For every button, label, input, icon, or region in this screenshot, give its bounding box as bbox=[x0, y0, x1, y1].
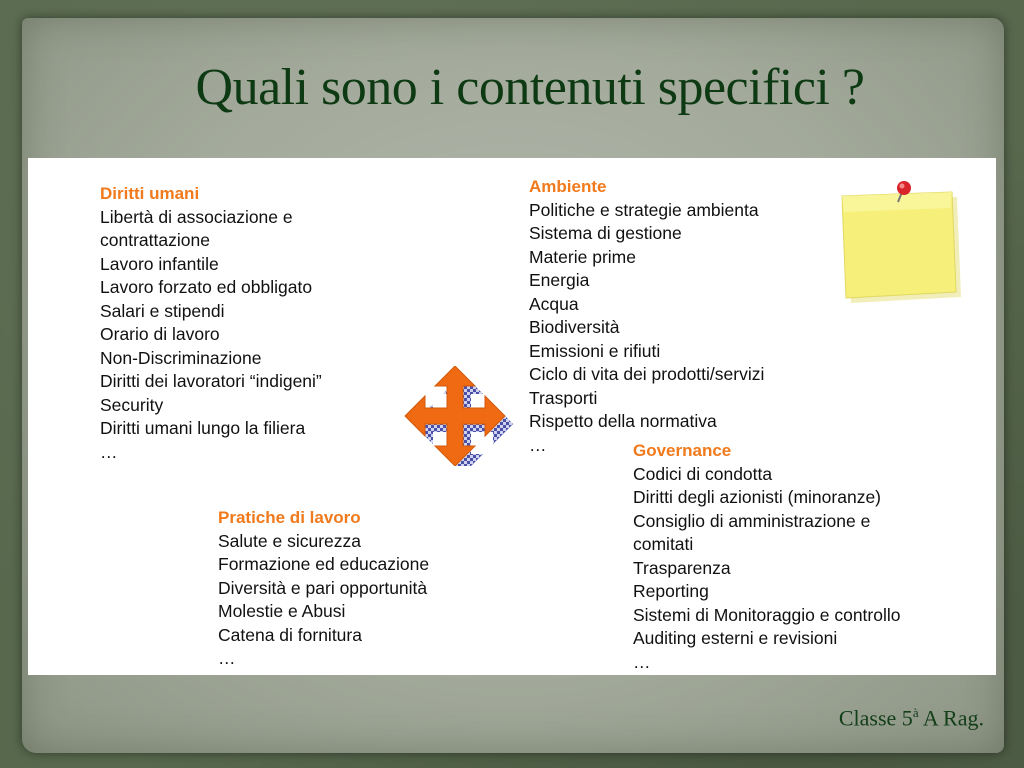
slide-title: Quali sono i contenuti specifici ? bbox=[195, 59, 865, 116]
list-item: Sistema di gestione bbox=[529, 223, 682, 243]
section-ambiente bbox=[529, 175, 764, 457]
section-list bbox=[100, 206, 322, 465]
section-heading: Ambiente bbox=[529, 177, 607, 196]
list-item: … bbox=[100, 441, 118, 462]
section-list bbox=[218, 530, 429, 671]
list-item: Lavoro infantile bbox=[100, 253, 219, 274]
section-heading: Diritti umani bbox=[100, 184, 200, 203]
list-item: Diritti dei lavoratori “indigeni” bbox=[100, 371, 322, 391]
section-list bbox=[529, 199, 764, 458]
footer-text-suffix: A Rag. bbox=[918, 705, 984, 731]
list-item: … bbox=[218, 648, 236, 668]
footer-superscript: à bbox=[912, 705, 919, 720]
list-item: Salari e stipendi bbox=[100, 300, 225, 321]
four-way-arrows-icon bbox=[390, 366, 520, 466]
list-item: Catena di fornitura bbox=[218, 624, 362, 645]
sticky-note-with-pin-icon bbox=[836, 178, 966, 308]
list-item: Codici di condotta bbox=[633, 463, 773, 484]
list-item: Diritti degli azionisti (minoranze) bbox=[633, 487, 881, 507]
list-item: Energia bbox=[529, 270, 590, 290]
footer-text: Classe 5 bbox=[838, 705, 913, 731]
list-item: Security bbox=[100, 394, 164, 415]
slide-footer bbox=[839, 705, 984, 731]
list-item: Ciclo di vita dei prodotti/servizi bbox=[529, 364, 765, 384]
section-heading: Pratiche di lavoro bbox=[218, 508, 361, 527]
section-governance bbox=[633, 439, 901, 674]
list-item: Acqua bbox=[529, 293, 579, 314]
list-item: Libertà di associazione e bbox=[100, 206, 293, 227]
list-item: Diversità e pari opportunità bbox=[218, 577, 428, 598]
section-heading: Governance bbox=[633, 441, 732, 460]
list-item: Reporting bbox=[633, 581, 709, 601]
list-item: Lavoro forzato ed obbligato bbox=[100, 277, 313, 297]
list-item: Trasporti bbox=[529, 387, 598, 408]
list-item: Formazione ed educazione bbox=[218, 554, 430, 574]
list-item: Sistemi di Monitoraggio e controllo bbox=[633, 604, 901, 625]
section-list bbox=[633, 463, 901, 675]
list-item: Materie prime bbox=[529, 246, 636, 267]
list-item: Emissioni e rifiuti bbox=[529, 340, 661, 361]
list-item: Politiche e strategie ambienta bbox=[529, 199, 759, 220]
section-diritti-umani bbox=[100, 182, 322, 464]
list-item: … bbox=[633, 651, 651, 672]
list-item: Auditing esterni e revisioni bbox=[633, 628, 838, 648]
list-item: Biodiversità bbox=[529, 317, 620, 337]
list-item: comitati bbox=[633, 534, 694, 554]
list-item: Molestie e Abusi bbox=[218, 601, 346, 621]
list-item: Orario di lavoro bbox=[100, 324, 220, 344]
list-item: Non-Discriminazione bbox=[100, 347, 262, 368]
list-item: Trasparenza bbox=[633, 557, 731, 578]
list-item: Salute e sicurezza bbox=[218, 530, 361, 551]
list-item: Consiglio di amministrazione e bbox=[633, 510, 871, 531]
list-item: … bbox=[529, 434, 547, 455]
list-item: contrattazione bbox=[100, 230, 210, 250]
content-panel bbox=[28, 158, 996, 675]
section-pratiche-di-lavoro bbox=[218, 506, 429, 671]
list-item: Rispetto della normativa bbox=[529, 411, 717, 431]
list-item: Diritti umani lungo la filiera bbox=[100, 418, 306, 438]
